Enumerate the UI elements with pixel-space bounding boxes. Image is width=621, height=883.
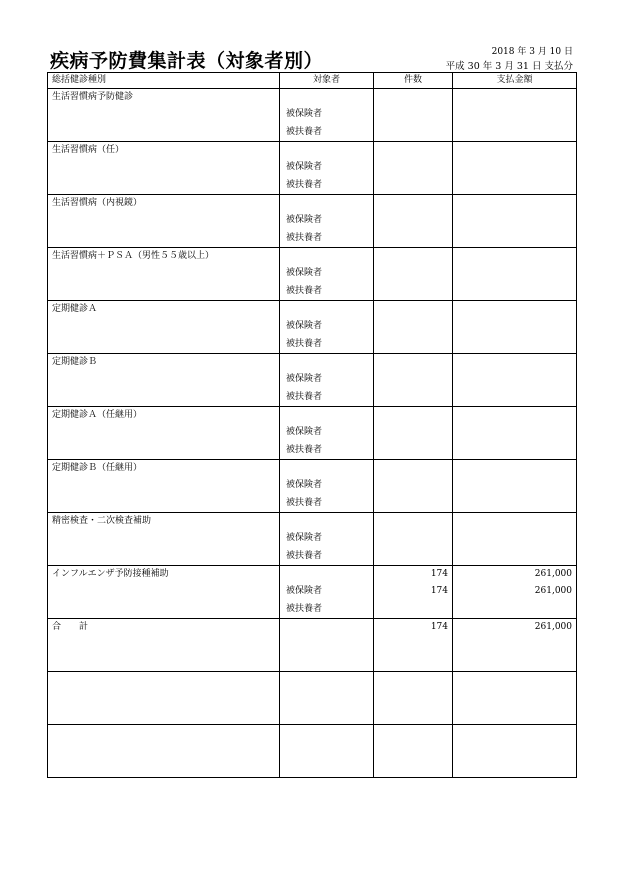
category-cell xyxy=(48,672,280,725)
column-header-target: 対象者 xyxy=(280,73,374,89)
table-row xyxy=(48,354,577,407)
category-cell xyxy=(48,513,280,566)
insured-label: 被保険者 xyxy=(286,480,323,490)
table-header-row xyxy=(48,73,577,89)
category-label: 合 計 xyxy=(52,622,89,632)
created-date: 2018 年 3 月 10 日 xyxy=(491,47,573,57)
category-label xyxy=(48,672,279,674)
category-label: 生活習慣病（任） xyxy=(52,145,125,155)
amount-cell xyxy=(453,619,577,672)
insured-label: 被保険者 xyxy=(286,215,323,225)
target-cell xyxy=(280,89,374,142)
count-cell xyxy=(374,89,453,142)
insured-label: 被保険者 xyxy=(286,533,323,543)
count-cell xyxy=(374,354,453,407)
table-row xyxy=(48,513,577,566)
insured-label: 被保険者 xyxy=(286,321,323,331)
target-cell xyxy=(280,248,374,301)
count-cell xyxy=(374,248,453,301)
category-label: 生活習慣病＋ＰＳＡ（男性５５歳以上） xyxy=(52,251,215,261)
dependent-label: 被扶養者 xyxy=(286,339,323,349)
amount-cell xyxy=(453,354,577,407)
category-cell xyxy=(48,195,280,248)
target-cell xyxy=(280,619,374,672)
target-cell xyxy=(280,513,374,566)
category-cell xyxy=(48,142,280,195)
category-label: 定期健診Ａ xyxy=(52,304,98,314)
amount-cell xyxy=(453,195,577,248)
count-cell xyxy=(374,407,453,460)
table-row xyxy=(48,619,577,672)
category-cell xyxy=(48,248,280,301)
amount-cell xyxy=(453,407,577,460)
category-cell xyxy=(48,301,280,354)
amount-cell xyxy=(453,460,577,513)
amount-cell xyxy=(453,142,577,195)
target-cell xyxy=(280,142,374,195)
target-cell xyxy=(280,354,374,407)
column-header-amount: 支払金額 xyxy=(453,73,577,89)
category-label: 生活習慣病予防健診 xyxy=(52,92,134,102)
table-row xyxy=(48,248,577,301)
category-label: 定期健診Ａ（任継用） xyxy=(52,410,143,420)
dependent-label: 被扶養者 xyxy=(286,286,323,296)
category-label xyxy=(48,725,279,727)
category-cell xyxy=(48,354,280,407)
target-cell xyxy=(280,672,374,725)
table-row xyxy=(48,89,577,142)
category-cell xyxy=(48,89,280,142)
category-cell xyxy=(48,460,280,513)
target-cell xyxy=(280,301,374,354)
count-cell xyxy=(374,142,453,195)
table-row xyxy=(48,407,577,460)
payment-period: 平成 30 年 3 月 31 日 支払分 xyxy=(445,61,573,72)
insured-label: 被保険者 xyxy=(286,162,323,172)
column-header-category: 総括健診種別 xyxy=(48,73,280,89)
count-cell xyxy=(374,566,453,619)
target-cell xyxy=(280,195,374,248)
amount-insured: 261,000 xyxy=(534,586,572,596)
category-label: 精密検査・二次検査補助 xyxy=(52,516,152,526)
category-label: 定期健診Ｂ xyxy=(52,357,98,367)
category-cell xyxy=(48,407,280,460)
count-cell xyxy=(374,513,453,566)
target-cell xyxy=(280,407,374,460)
count-cell xyxy=(374,460,453,513)
amount-cell xyxy=(453,89,577,142)
amount-total: 261,000 xyxy=(534,622,572,632)
count-cell xyxy=(374,619,453,672)
target-cell xyxy=(280,725,374,778)
table-row xyxy=(48,725,577,778)
amount-cell xyxy=(453,248,577,301)
table-body xyxy=(48,89,577,778)
table-row xyxy=(48,142,577,195)
category-cell xyxy=(48,566,280,619)
target-cell xyxy=(280,460,374,513)
table-row xyxy=(48,566,577,619)
target-cell xyxy=(280,566,374,619)
table-row xyxy=(48,460,577,513)
amount-cell xyxy=(453,301,577,354)
category-label: 生活習慣病（内視鏡） xyxy=(52,198,143,208)
amount-total: 261,000 xyxy=(534,569,572,579)
count-cell xyxy=(374,725,453,778)
dependent-label: 被扶養者 xyxy=(286,180,323,190)
insured-label: 被保険者 xyxy=(286,586,323,596)
table-row xyxy=(48,672,577,725)
insured-label: 被保険者 xyxy=(286,374,323,384)
dependent-label: 被扶養者 xyxy=(286,604,323,614)
amount-cell xyxy=(453,566,577,619)
page-title: 疾病予防費集計表（対象者別） xyxy=(50,50,324,72)
column-header-count: 件数 xyxy=(374,73,453,89)
category-label: 定期健診Ｂ（任継用） xyxy=(52,463,143,473)
dependent-label: 被扶養者 xyxy=(286,498,323,508)
insured-label: 被保険者 xyxy=(286,268,323,278)
dependent-label: 被扶養者 xyxy=(286,392,323,402)
category-label: インフルエンザ予防接種補助 xyxy=(52,569,169,579)
dependent-label: 被扶養者 xyxy=(286,551,323,561)
dependent-label: 被扶養者 xyxy=(286,445,323,455)
count-total: 174 xyxy=(430,622,448,632)
summary-table xyxy=(47,72,577,778)
insured-label: 被保険者 xyxy=(286,109,323,119)
count-cell xyxy=(374,195,453,248)
count-cell xyxy=(374,301,453,354)
amount-cell xyxy=(453,672,577,725)
insured-label: 被保険者 xyxy=(286,427,323,437)
count-total: 174 xyxy=(430,569,448,579)
count-cell xyxy=(374,672,453,725)
dependent-label: 被扶養者 xyxy=(286,127,323,137)
amount-cell xyxy=(453,725,577,778)
dependent-label: 被扶養者 xyxy=(286,233,323,243)
category-cell xyxy=(48,619,280,672)
table-row xyxy=(48,301,577,354)
category-cell xyxy=(48,725,280,778)
count-insured: 174 xyxy=(430,586,448,596)
table-row xyxy=(48,195,577,248)
amount-cell xyxy=(453,513,577,566)
